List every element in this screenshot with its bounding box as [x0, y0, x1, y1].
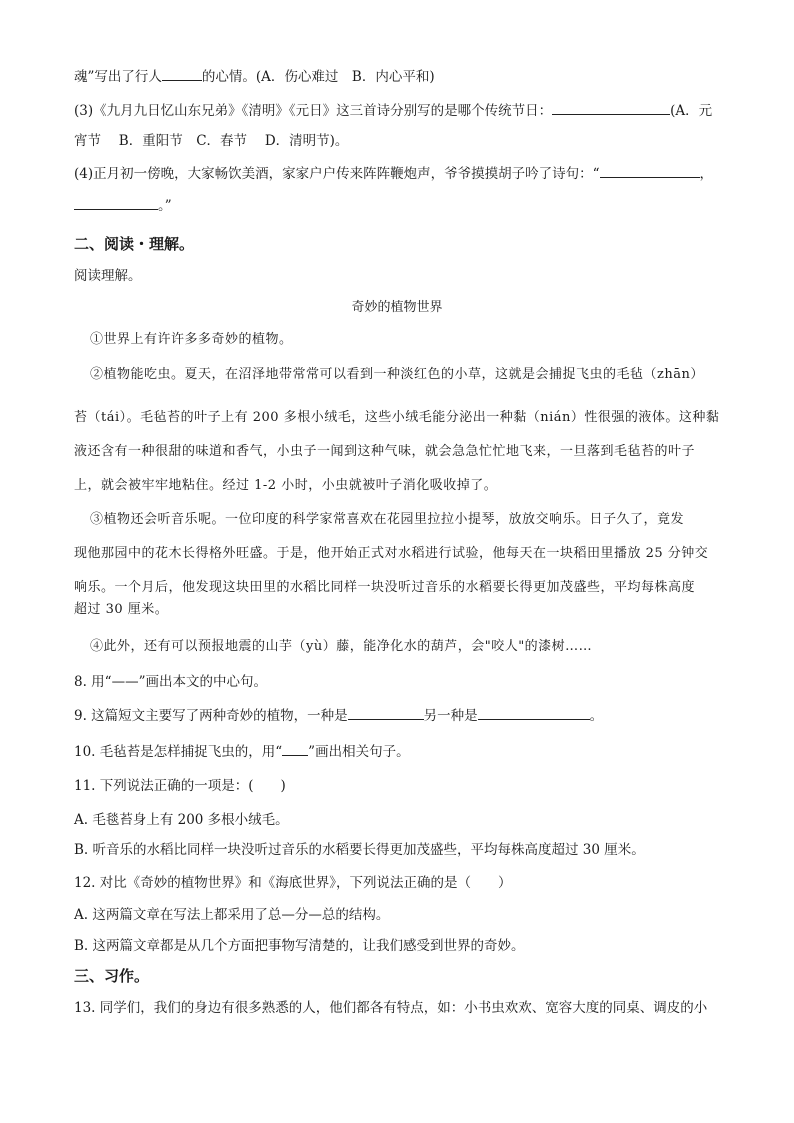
text: ， — [699, 166, 714, 182]
answer-blank[interactable] — [478, 705, 590, 720]
section-3-heading: 三、习作。 — [74, 967, 150, 985]
section-2-intro: 阅读理解。 — [74, 268, 142, 284]
passage-paragraph-3-line: 现他那园中的花木长得格外旺盛。于是，他开始正式对水稻进行试验，他每天在一块稻田里播放 25 分钟交 — [74, 546, 709, 561]
question-10 — [74, 741, 410, 762]
fill-question-4-line2 — [74, 195, 172, 216]
passage-paragraph-2-line: 苔（tái）。毛毡苔的叶子上有 200 多根小绒毛，这些小绒毛能分泌出一种黏（nián）性很强的液体。这种黏 — [74, 410, 720, 425]
text: 。” — [158, 198, 172, 214]
passage-paragraph-3-line: ③植物还会听音乐呢。一位印度的科学家常喜欢在花园里拉拉小提琴，放放交响乐。日子久了，竟发 — [90, 512, 685, 527]
question-13: 13. 同学们，我们的身边有很多熟悉的人，他们都各有特点，如：小书虫欢欢、宽容大度的同桌、调皮的小 — [74, 1000, 708, 1016]
question-11: 11. 下列说法正确的一项是：( ) — [74, 778, 286, 794]
answer-blank[interactable] — [162, 66, 202, 81]
question-12: 12. 对比《奇妙的植物世界》和《海底世界》，下列说法正确的是（ ） — [74, 875, 512, 891]
fill-question-3-options: 宵节 B．重阳节 C．春节 D．清明节)。 — [74, 133, 349, 149]
passage-paragraph-2-line: 上，就会被牢牢地粘住。经过 1-2 小时，小虫就被叶子消化吸收掉了。 — [74, 478, 498, 493]
fill-question-2-tail — [74, 66, 435, 87]
passage-paragraph-2-line: 液还含有一种很甜的味道和香气，小虫子一闻到这种气味，就会急急忙忙地飞来，一旦落到毛毡苔的叶子 — [74, 444, 696, 459]
text: 魂”写出了行人 — [74, 69, 162, 85]
text: ”画出相关句子。 — [308, 744, 410, 760]
text: (4)正月初一傍晚，大家畅饮美酒，家家户户传来阵阵鞭炮声，爷爷摸摸胡子吟了诗句：“ — [74, 166, 600, 182]
passage-paragraph-2-line: ②植物能吃虫。夏天，在沼泽地带常常可以看到一种淡红色的小草，这就是会捕捉飞虫的毛毡（zhān） — [90, 367, 704, 382]
text: 10. 毛毡苔是怎样捕捉飞虫的，用“ — [74, 744, 283, 760]
text: 的心情。(A．伤心难过 B．内心平和) — [201, 69, 435, 85]
section-2-heading: 二、阅读・理解。 — [74, 235, 195, 253]
fill-question-3 — [74, 100, 712, 121]
question-8: 8. 用“——”画出本文的中心句。 — [74, 674, 267, 690]
question-12-option-a[interactable]: A. 这两篇文章在写法上都采用了总—分—总的结构。 — [74, 907, 390, 923]
answer-blank[interactable] — [600, 163, 700, 178]
passage-paragraph-1: ①世界上有许许多多奇妙的植物。 — [90, 332, 293, 347]
underline-mark — [282, 741, 308, 756]
question-11-option-a[interactable]: A. 毛毯苔身上有 200 多根小绒毛。 — [74, 812, 289, 828]
passage-paragraph-3-line: 超过 30 厘米。 — [74, 602, 169, 617]
text: 。 — [589, 708, 604, 724]
text: (3)《九月九日忆山东兄弟》《清明》《元日》这三首诗分别写的是哪个传统节日： — [74, 103, 553, 119]
text: (A．元 — [670, 103, 713, 119]
fill-question-4 — [74, 163, 713, 184]
question-11-option-b[interactable]: B. 听音乐的水稻比同样一块没听过音乐的水稻要长得更加茂盛些，平均每株高度超过 30 厘米。 — [74, 842, 645, 858]
question-12-option-b[interactable]: B. 这两篇文章都是从几个方面把事物写清楚的，让我们感受到世界的奇妙。 — [74, 938, 525, 954]
passage-paragraph-3-line: 响乐。一个月后，他发现这块田里的水稻比同样一块没听过音乐的水稻要长得更加茂盛些，平均每株高度 — [74, 580, 696, 595]
answer-blank[interactable] — [552, 100, 670, 115]
question-9 — [74, 705, 603, 726]
passage-title: 奇妙的植物世界 — [351, 300, 443, 315]
passage-paragraph-4: ④此外，还有可以预报地震的山芋（yù）藤，能净化水的葫芦，会"咬人"的漆树…… — [90, 639, 593, 654]
answer-blank[interactable] — [348, 705, 424, 720]
answer-blank[interactable] — [74, 195, 158, 210]
text: 另一种是 — [423, 708, 478, 724]
text: 9. 这篇短文主要写了两种奇妙的植物，一种是 — [74, 708, 348, 724]
